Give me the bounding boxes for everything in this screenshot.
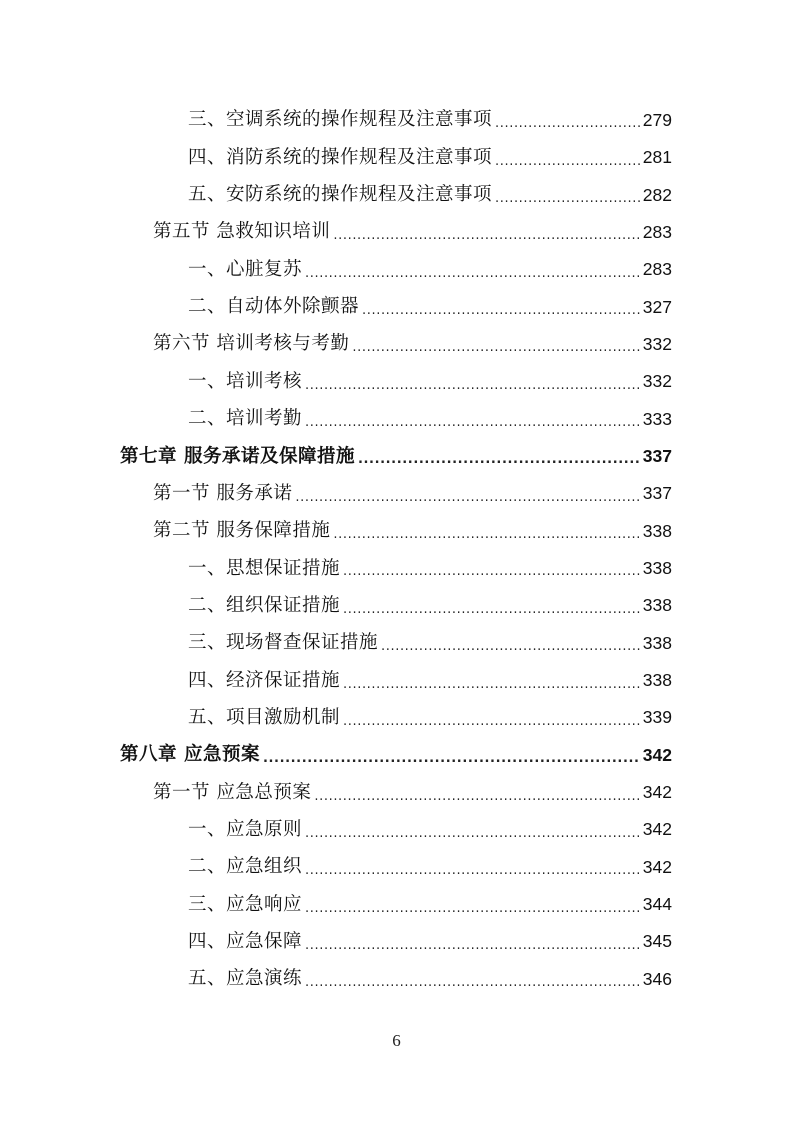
toc-section-entry[interactable] [0,326,793,363]
toc-entry-page: 342 [642,856,672,877]
toc-subsection-entry[interactable] [0,139,793,176]
toc-dot-leader [381,640,641,662]
toc-entry-title: 一、心脏复苏 [188,258,303,280]
toc-entry-page: 337 [642,483,672,504]
table-of-contents [0,102,793,998]
toc-subsection-entry[interactable] [0,587,793,624]
toc-entry-title: 五、项目激励机制 [188,706,341,728]
toc-dot-leader [263,752,641,774]
toc-dot-leader [352,341,640,363]
toc-entry-title: 二、培训考勤 [188,408,303,430]
toc-subsection-entry[interactable] [0,662,793,699]
toc-subsection-entry[interactable] [0,102,793,139]
toc-subsection-entry[interactable] [0,700,793,737]
toc-entry-page: 337 [642,446,672,467]
toc-entry-title: 一、培训考核 [188,370,303,392]
toc-subsection-entry[interactable] [0,550,793,587]
toc-entry-title: 第二节 服务保障措施 [153,520,331,542]
toc-subsection-entry[interactable] [0,961,793,998]
toc-subsection-entry[interactable] [0,177,793,214]
toc-entry-title: 四、应急保障 [188,930,303,952]
toc-section-entry[interactable] [0,774,793,811]
toc-entry-page: 338 [642,670,672,691]
toc-dot-leader [495,155,641,177]
toc-entry-title: 一、思想保证措施 [188,557,341,579]
toc-entry-title: 第七章 服务承诺及保障措施 [120,445,355,467]
toc-section-entry[interactable] [0,214,793,251]
toc-entry-page: 283 [642,259,672,280]
toc-entry-page: 342 [642,819,672,840]
toc-dot-leader [305,827,641,849]
toc-section-entry[interactable] [0,475,793,512]
toc-dot-leader [343,603,641,625]
toc-subsection-entry[interactable] [0,849,793,886]
toc-entry-title: 二、自动体外除颤器 [188,296,360,318]
toc-subsection-entry[interactable] [0,812,793,849]
toc-section-entry[interactable] [0,513,793,550]
toc-dot-leader [358,453,641,475]
toc-subsection-entry[interactable] [0,363,793,400]
toc-subsection-entry[interactable] [0,625,793,662]
toc-entry-title: 第一节 应急总预案 [153,781,312,803]
toc-dot-leader [305,939,641,961]
toc-entry-page: 339 [642,707,672,728]
toc-entry-page: 332 [642,371,672,392]
toc-entry-page: 344 [642,894,672,915]
toc-entry-page: 282 [642,184,672,205]
toc-entry-page: 327 [642,296,672,317]
toc-entry-page: 338 [642,632,672,653]
toc-entry-title: 三、现场督查保证措施 [188,632,379,654]
toc-subsection-entry[interactable] [0,251,793,288]
toc-entry-page: 338 [642,595,672,616]
toc-dot-leader [305,267,641,289]
toc-dot-leader [495,192,641,214]
toc-entry-title: 第五节 急救知识培训 [153,221,331,243]
toc-subsection-entry[interactable] [0,289,793,326]
toc-dot-leader [333,528,640,550]
toc-entry-title: 二、组织保证措施 [188,594,341,616]
toc-entry-page: 333 [642,408,672,429]
toc-entry-page: 332 [642,333,672,354]
toc-chapter-entry[interactable] [0,737,793,774]
toc-entry-page: 283 [642,221,672,242]
toc-subsection-entry[interactable] [0,924,793,961]
toc-dot-leader [295,491,640,513]
toc-entry-page: 338 [642,520,672,541]
toc-entry-title: 五、应急演练 [188,968,303,990]
toc-dot-leader [305,864,641,886]
toc-entry-page: 338 [642,558,672,579]
toc-chapter-entry[interactable] [0,438,793,475]
toc-dot-leader [362,304,641,326]
toc-entry-page: 342 [642,782,672,803]
toc-dot-leader [305,902,641,924]
toc-entry-title: 二、应急组织 [188,856,303,878]
toc-dot-leader [343,565,641,587]
toc-entry-title: 四、经济保证措施 [188,669,341,691]
toc-entry-title: 四、消防系统的操作规程及注意事项 [188,146,493,168]
toc-entry-title: 五、安防系统的操作规程及注意事项 [188,184,493,206]
toc-subsection-entry[interactable] [0,401,793,438]
toc-entry-page: 345 [642,931,672,952]
toc-entry-title: 三、空调系统的操作规程及注意事项 [188,109,493,131]
toc-dot-leader [495,117,641,139]
page-number: 6 [392,1031,401,1050]
toc-dot-leader [343,678,641,700]
toc-subsection-entry[interactable] [0,886,793,923]
toc-entry-page: 346 [642,968,672,989]
toc-dot-leader [343,715,641,737]
toc-entry-page: 279 [642,109,672,130]
toc-entry-title: 第一节 服务承诺 [153,482,293,504]
toc-entry-title: 第六节 培训考核与考勤 [153,333,350,355]
toc-dot-leader [305,379,641,401]
toc-entry-title: 一、应急原则 [188,818,303,840]
toc-dot-leader [333,229,640,251]
toc-dot-leader [305,976,641,998]
toc-entry-page: 342 [642,744,672,765]
toc-dot-leader [305,416,641,438]
toc-dot-leader [314,790,640,812]
toc-entry-title: 第八章 应急预案 [120,744,260,766]
toc-entry-page: 281 [642,147,672,168]
toc-entry-title: 三、应急响应 [188,893,303,915]
